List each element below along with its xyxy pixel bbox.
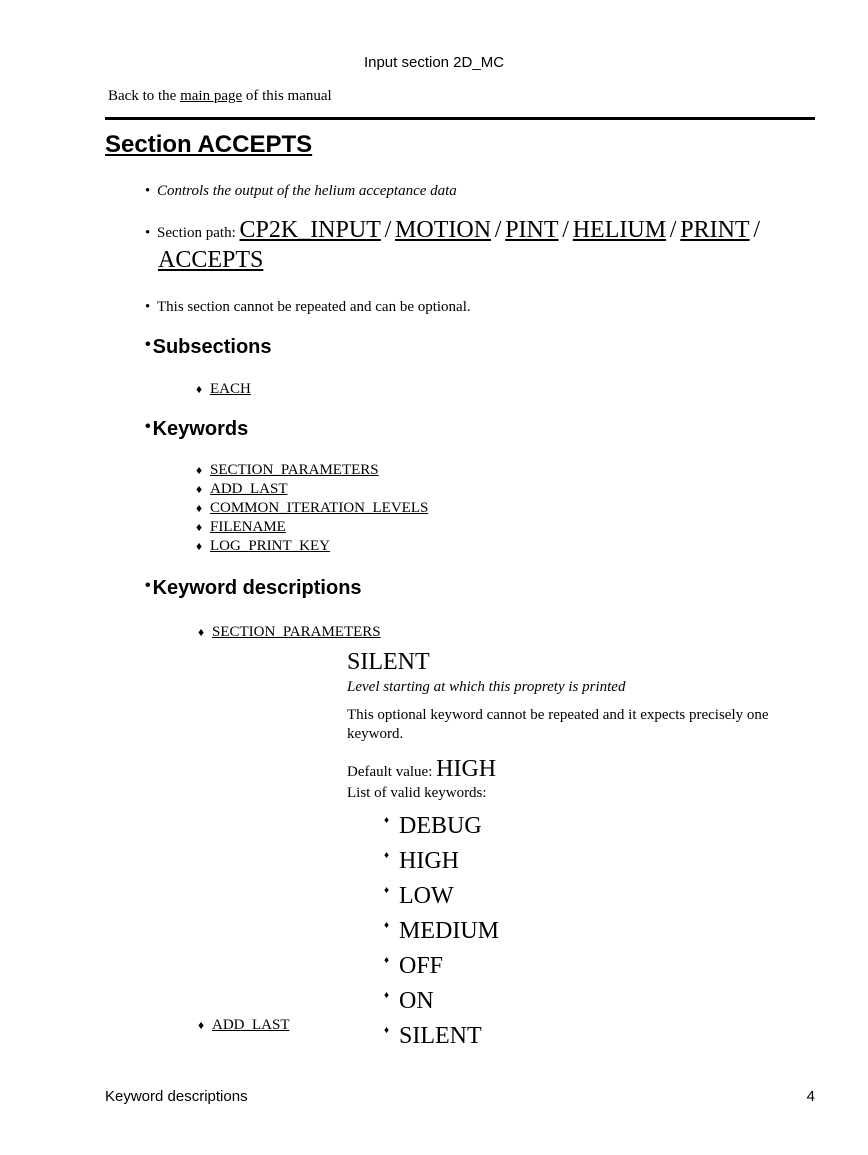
valid-keyword: OFF (399, 953, 444, 979)
keywords-heading (145, 418, 248, 441)
path-separator: / (562, 217, 569, 243)
keywords-heading-text: Keywords (152, 418, 249, 440)
section-path-label: Section path: (157, 225, 236, 241)
bullet-icon: • (145, 418, 151, 435)
diamond-bullet-icon: ♦ (196, 501, 203, 515)
horizontal-rule (105, 117, 815, 120)
list-item (384, 946, 817, 981)
list-item (196, 518, 428, 537)
subsection-link-each[interactable]: EACH (210, 381, 251, 397)
path-separator: / (384, 217, 392, 243)
diamond-bullet-icon: ♦ (196, 382, 203, 396)
back-prefix: Back to the (108, 88, 177, 104)
back-to-main-line (108, 88, 332, 105)
keyword-link-section-parameters[interactable]: SECTION_PARAMETERS (210, 462, 379, 478)
valid-keyword: DEBUG (399, 813, 482, 839)
path-link-pint[interactable]: PINT (505, 217, 559, 243)
diamond-bullet-icon: ♦ (198, 1018, 205, 1032)
path-separator: / (494, 217, 502, 243)
subsections-list (196, 380, 251, 399)
keyword-link-log-print-key[interactable]: LOG_PRINT_KEY (210, 538, 330, 554)
diamond-bullet-icon: ♦ (196, 463, 203, 477)
keyword-link-add-last[interactable]: ADD_LAST (210, 481, 288, 497)
bullet-icon: • (145, 336, 151, 353)
list-item (384, 806, 817, 841)
description-text: Controls the output of the helium acceptance data (157, 183, 457, 199)
diamond-bullet-icon: ♦ (196, 482, 203, 496)
list-item (196, 499, 428, 518)
keyword-descriptions-heading-text: Keyword descriptions (152, 577, 362, 599)
section-title: Section ACCEPTS (105, 131, 313, 158)
keyword-description-block (347, 648, 817, 1051)
diamond-bullet-icon: ♦ (384, 955, 390, 966)
diamond-bullet-icon: ♦ (384, 920, 390, 931)
bullet-icon: • (145, 299, 151, 315)
default-label: Default value: (347, 764, 433, 780)
valid-keyword: MEDIUM (399, 918, 499, 944)
list-item (196, 537, 428, 556)
diamond-bullet-icon: ♦ (196, 520, 203, 534)
bullet-icon: • (145, 183, 151, 199)
section-description (145, 181, 457, 201)
repeat-text: This section cannot be repeated and can be optional. (157, 299, 471, 315)
section-repeat-note (145, 297, 471, 317)
path-link-helium[interactable]: HELIUM (572, 217, 667, 243)
diamond-bullet-icon: ♦ (384, 885, 390, 896)
back-suffix: of this manual (245, 88, 332, 104)
keyword-descriptions-heading (145, 577, 362, 600)
footer-page-number: 4 (806, 1088, 815, 1105)
list-item (384, 1016, 817, 1051)
diamond-bullet-icon: ♦ (384, 815, 390, 826)
list-item (196, 380, 251, 399)
list-item (384, 981, 817, 1016)
keyword-link-filename[interactable]: FILENAME (210, 519, 286, 535)
path-separator: / (753, 217, 760, 243)
valid-keyword: SILENT (399, 1023, 482, 1049)
path-link-print[interactable]: PRINT (680, 217, 750, 243)
valid-keyword: LOW (399, 883, 454, 909)
diamond-bullet-icon: ♦ (384, 990, 390, 1001)
valid-keywords-list (384, 806, 817, 1051)
keyword-link-common-iteration-levels[interactable]: COMMON_ITERATION_LEVELS (210, 500, 429, 516)
footer-section-name: Keyword descriptions (105, 1088, 248, 1105)
keyword-anchor-add-last (198, 1017, 290, 1034)
list-item (196, 480, 428, 499)
valid-keyword: HIGH (399, 848, 459, 874)
path-separator: / (669, 217, 677, 243)
main-page-link[interactable]: main page (180, 88, 243, 104)
keyword-anchor-section-parameters (198, 624, 381, 641)
keyword-anchor-link[interactable]: ADD_LAST (212, 1017, 290, 1033)
valid-keywords-label: List of valid keywords: (347, 785, 487, 801)
bullet-icon: • (145, 225, 151, 241)
keyword-default (347, 756, 817, 783)
path-link-motion[interactable]: MOTION (395, 217, 492, 243)
diamond-bullet-icon: ♦ (196, 539, 203, 553)
keyword-name: SILENT (347, 649, 430, 675)
diamond-bullet-icon: ♦ (198, 625, 205, 639)
list-item (196, 461, 428, 480)
bullet-icon: • (145, 577, 151, 594)
keyword-usage-text: This optional keyword cannot be repeated and it expects precisely one keyword. (347, 707, 769, 742)
path-link-cp2k-input[interactable]: CP2K_INPUT (239, 217, 381, 243)
list-item (384, 876, 817, 911)
list-item (384, 911, 817, 946)
keyword-anchor-link[interactable]: SECTION_PARAMETERS (212, 624, 381, 640)
diamond-bullet-icon: ♦ (384, 1025, 390, 1036)
section-path (145, 217, 815, 273)
page-header-title: Input section 2D_MC (363, 54, 505, 71)
list-item (384, 841, 817, 876)
default-value: HIGH (436, 756, 497, 782)
diamond-bullet-icon: ♦ (384, 850, 390, 861)
path-link-accepts[interactable]: ACCEPTS (158, 247, 264, 273)
keyword-description: Level starting at which this proprety is printed (347, 679, 626, 695)
valid-keyword: ON (399, 988, 434, 1014)
subsections-heading-text: Subsections (152, 336, 272, 358)
keywords-list (196, 461, 428, 556)
subsections-heading (145, 336, 272, 359)
